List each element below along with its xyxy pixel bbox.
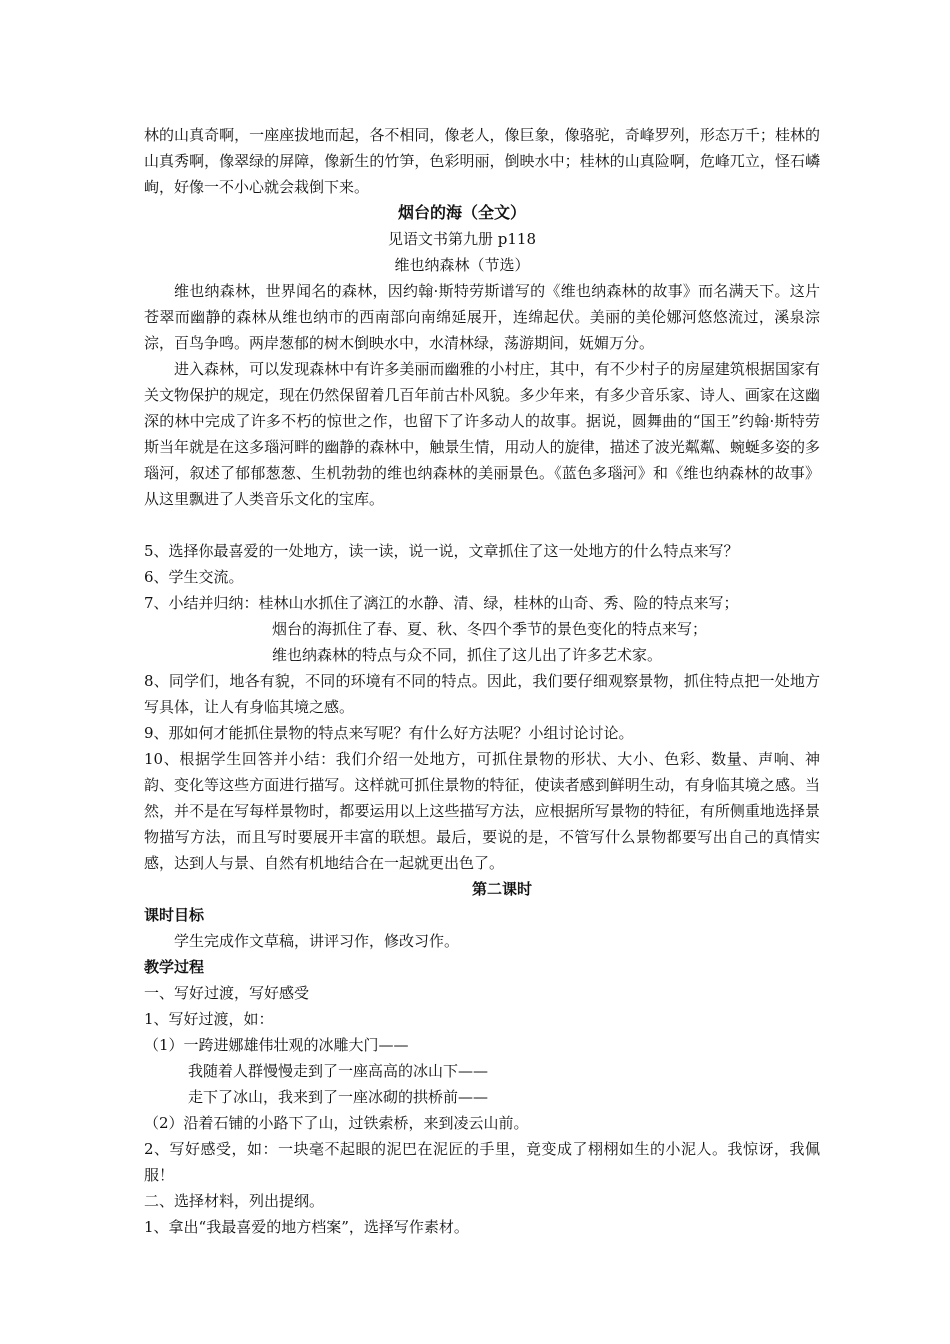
heading-yantai: 烟台的海（全文） bbox=[397, 203, 526, 222]
lesson-2-title: 第二课时 bbox=[471, 880, 532, 898]
step-5: 5、选择你最喜爱的一处地方，读一读，说一说，文章抓住了这一处地方的什么特点来写？ bbox=[144, 542, 739, 560]
step-7-line-3: 维也纳森林的特点与众不同，抓住了这儿出了许多艺术家。 bbox=[272, 646, 663, 664]
example-1-line-3: 走下了冰山，我来到了一座冰砌的拱桥前—— bbox=[188, 1088, 489, 1106]
step-8: 8、同学们，地各有貌，不同的环境有不同的特点。因此，我们要仔细观察景物，抓住特点把一处地方写具体，让人有身临其境之感。 bbox=[144, 672, 820, 716]
step-10: 10、根据学生回答并小结：我们介绍一处地方，可抓住景物的形状、大小、色彩、数量、声响、神韵、变化等这些方面进行描写。这样就可抓住景物的特征，使读者感到鲜明生动，有身临其境之感。当然，并不是在写每样景物时，都要运用以上这些描写方法，应根据所写景物的特征，有所侧重地选择景物描写方法，而且写时要展开丰富的联想。最后，要说的是，不管写什么景物都要写出自己的真情实感，达到人与景、自然有机地结合在一起就更出色了。 bbox=[144, 750, 820, 872]
part-2-item-1: 1、拿出“我最喜爱的地方档案”，选择写作素材。 bbox=[144, 1218, 469, 1236]
part-1-heading: 一、写好过渡，写好感受 bbox=[144, 984, 310, 1002]
process-label: 教学过程 bbox=[144, 958, 205, 976]
vienna-paragraph-1: 维也纳森林，世界闻名的森林，因约翰·斯特劳斯谱写的《维也纳森林的故事》而名满天下。这片苍翠而幽静的森林从维也纳市的西南部向南绵延展开，连绵起伏。美丽的美伦娜河悠悠流过，溪泉淙淙，百鸟争鸣。两岸葱郁的树木倒映水中，水清林绿，荡游期间，妩媚万分。 bbox=[144, 282, 820, 352]
vienna-paragraph-2: 进入森林，可以发现森林中有许多美丽而幽雅的小村庄，其中，有不少村子的房屋建筑根据国家有关文物保护的规定，现在仍然保留着几百年前古朴风貌。多少年来，有多少音乐家、诗人、画家在这幽深的林中完成了许多不朽的惊世之作，也留下了许多动人的故事。据说，圆舞曲的“国王”约翰·斯特劳斯当年就是在这多瑙河畔的幽静的森林中，触景生情，用动人的旋律，描述了波光粼粼、蜿蜒多姿的多瑙河，叙述了郁郁葱葱、生机勃勃的维也纳森林的美丽景色。《蓝色多瑙河》和《维也纳森林的故事》从这里飘进了人类音乐文化的宝库。 bbox=[144, 360, 820, 508]
step-6: 6、学生交流。 bbox=[144, 568, 244, 586]
goal-label: 课时目标 bbox=[144, 906, 205, 924]
step-7: 7、小结并归纳：桂林山水抓住了漓江的水静、清、绿，桂林的山奇、秀、险的特点来写； bbox=[144, 594, 739, 612]
step-9: 9、那如何才能抓住景物的特点来写呢？有什么好方法呢？小组讨论讨论。 bbox=[144, 724, 634, 742]
goal-text: 学生完成作文草稿，讲评习作，修改习作。 bbox=[174, 932, 460, 950]
heading-vienna: 维也纳森林（节选） bbox=[394, 256, 530, 274]
reference-yantai: 见语文书第九册 p118 bbox=[387, 230, 536, 248]
example-1-line-2: 我随着人群慢慢走到了一座高高的冰山下—— bbox=[188, 1062, 489, 1080]
part-1-item-2: 2、写好感受，如：一块毫不起眼的泥巴在泥匠的手里，竟变成了栩栩如生的小泥人。我惊讶，我佩服！ bbox=[144, 1140, 820, 1184]
part-2-heading: 二、选择材料，列出提纲。 bbox=[144, 1192, 325, 1210]
step-7-line-2: 烟台的海抓住了春、夏、秋、冬四个季节的景色变化的特点来写； bbox=[272, 620, 708, 638]
example-2: （2）沿着石铺的小路下了山，过铁索桥，来到凌云山前。 bbox=[144, 1114, 529, 1132]
blank-line bbox=[144, 512, 820, 538]
example-1-line-1: （1）一跨进娜雄伟壮观的冰雕大门—— bbox=[144, 1036, 409, 1054]
intro-paragraph: 林的山真奇啊，一座座拔地而起，各不相同，像老人，像巨象，像骆驼，奇峰罗列，形态万千；桂林的山真秀啊，像翠绿的屏障，像新生的竹笋，色彩明丽，倒映水中；桂林的山真险啊，危峰兀立，怪石嶙峋，好像一不小心就会栽倒下来。 bbox=[144, 126, 820, 196]
part-1-item-1: 1、写好过渡，如： bbox=[144, 1010, 274, 1028]
